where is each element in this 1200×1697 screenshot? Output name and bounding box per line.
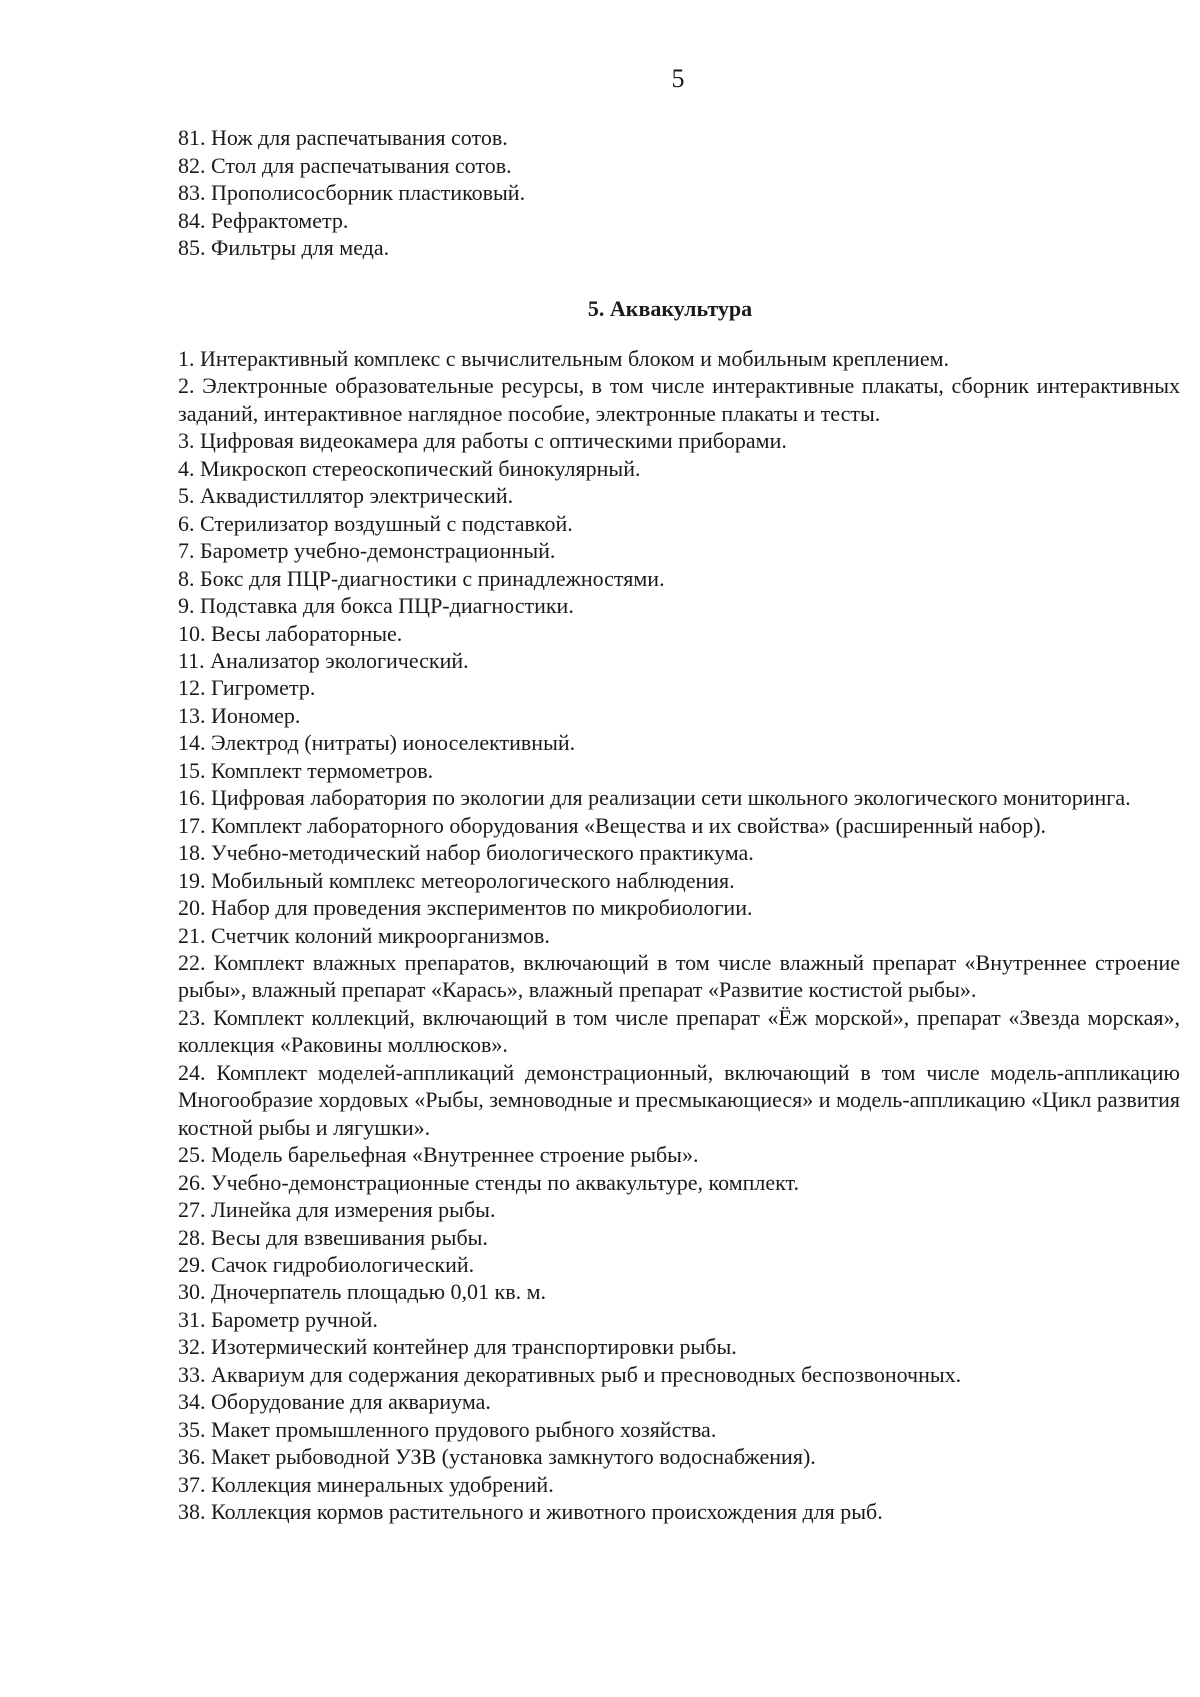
list-item: 3. Цифровая видеокамера для работы с оптическими приборами. — [178, 428, 787, 454]
list-item: 22. Комплект влажных препаратов, включающий в том числе влажный препарат «Внутреннее строение рыбы», влажный препарат «Карась», влажный препарат «Развитие костистой рыбы». — [178, 949, 1180, 1003]
list-item: 29. Сачок гидробиологический. — [178, 1251, 475, 1277]
list-item: 13. Иономер. — [178, 702, 301, 728]
list-item: 85. Фильтры для меда. — [178, 235, 390, 261]
list-item: 17. Комплект лабораторного оборудования «Вещества и их свойства» (расширенный набор). — [178, 812, 1047, 838]
list-item: 28. Весы для взвешивания рыбы. — [178, 1224, 488, 1250]
list-item: 7. Барометр учебно-демонстрационный. — [178, 538, 556, 564]
list-item: 18. Учебно-методический набор биологического практикума. — [178, 840, 754, 866]
list-item: 6. Стерилизатор воздушный с подставкой. — [178, 510, 573, 536]
list-item: 1. Интерактивный комплекс с вычислительным блоком и мобильным креплением. — [178, 346, 950, 371]
list-item: 10. Весы лабораторные. — [178, 620, 403, 646]
list-item: 2. Электронные образовательные ресурсы, в том числе интерактивные плакаты, сборник интерактивных заданий, интерактивное наглядное пособие, электронные плакаты и тесты. — [178, 373, 1180, 426]
list-item: 16. Цифровая лаборатория по экологии для реализации сети школьного экологического мониторинга. — [178, 785, 1131, 811]
list-item: 82. Стол для распечатывания сотов. — [178, 152, 512, 178]
list-item: 9. Подставка для бокса ПЦР-диагностики. — [178, 593, 574, 619]
list-item: 5. Аквадистиллятор электрический. — [178, 483, 514, 509]
page-number: 5 — [671, 64, 685, 93]
list-item: 8. Бокс для ПЦР-диагностики с принадлежностями. — [178, 565, 665, 591]
list-item: 25. Модель барельефная «Внутреннее строение рыбы». — [178, 1142, 699, 1168]
list-item: 31. Барометр ручной. — [178, 1306, 378, 1332]
list-item: 84. Рефрактометр. — [178, 207, 349, 233]
previous-section-list — [178, 124, 1180, 262]
list-item: 4. Микроскоп стереоскопический бинокулярный. — [178, 455, 641, 481]
list-item: 12. Гигрометр. — [178, 675, 316, 701]
list-item: 33. Аквариум для содержания декоративных рыб и пресноводных беспозвоночных. — [178, 1361, 962, 1387]
list-item: 20. Набор для проведения экспериментов по микробиологии. — [178, 895, 753, 921]
list-item: 27. Линейка для измерения рыбы. — [178, 1197, 496, 1223]
list-item: 81. Нож для распечатывания сотов. — [178, 125, 508, 150]
list-item: 83. Прополисосборник пластиковый. — [178, 180, 526, 206]
list-item: 11. Анализатор экологический. — [178, 647, 469, 673]
list-item: 14. Электрод (нитраты) ионоселективный. — [178, 730, 576, 756]
section-heading: 5. Аквакультура — [587, 296, 753, 321]
list-item: 34. Оборудование для аквариума. — [178, 1389, 491, 1415]
list-item: 23. Комплект коллекций, включающий в том числе препарат «Ёж морской», препарат «Звезда морская», коллекция «Раковины моллюсков». — [178, 1004, 1180, 1058]
list-item: 38. Коллекция кормов растительного и животного происхождения для рыб. — [178, 1499, 883, 1525]
list-item: 26. Учебно-демонстрационные стенды по аквакультуре, комплект. — [178, 1169, 800, 1195]
list-item: 36. Макет рыбоводной УЗВ (установка замкнутого водоснабжения). — [178, 1444, 816, 1470]
list-item: 15. Комплект термометров. — [178, 757, 434, 783]
list-item: 32. Изотермический контейнер для транспортировки рыбы. — [178, 1334, 737, 1360]
list-item: 35. Макет промышленного прудового рыбного хозяйства. — [178, 1416, 717, 1442]
list-item: 24. Комплект моделей-аппликаций демонстрационный, включающий в том числе модель-аппликацию Многообразие хордовых «Рыбы, земноводные и пресмыкающиеся» и модель-аппликацию «Цикл развития костной рыбы и лягушки». — [178, 1059, 1180, 1140]
list-item: 21. Счетчик колоний микроорганизмов. — [178, 922, 550, 948]
list-item: 30. Дночерпатель площадью 0,01 кв. м. — [178, 1279, 547, 1305]
list-item: 19. Мобильный комплекс метеорологического наблюдения. — [178, 867, 735, 893]
list-item: 37. Коллекция минеральных удобрений. — [178, 1471, 554, 1497]
aquaculture-equipment-list — [178, 345, 1180, 1525]
